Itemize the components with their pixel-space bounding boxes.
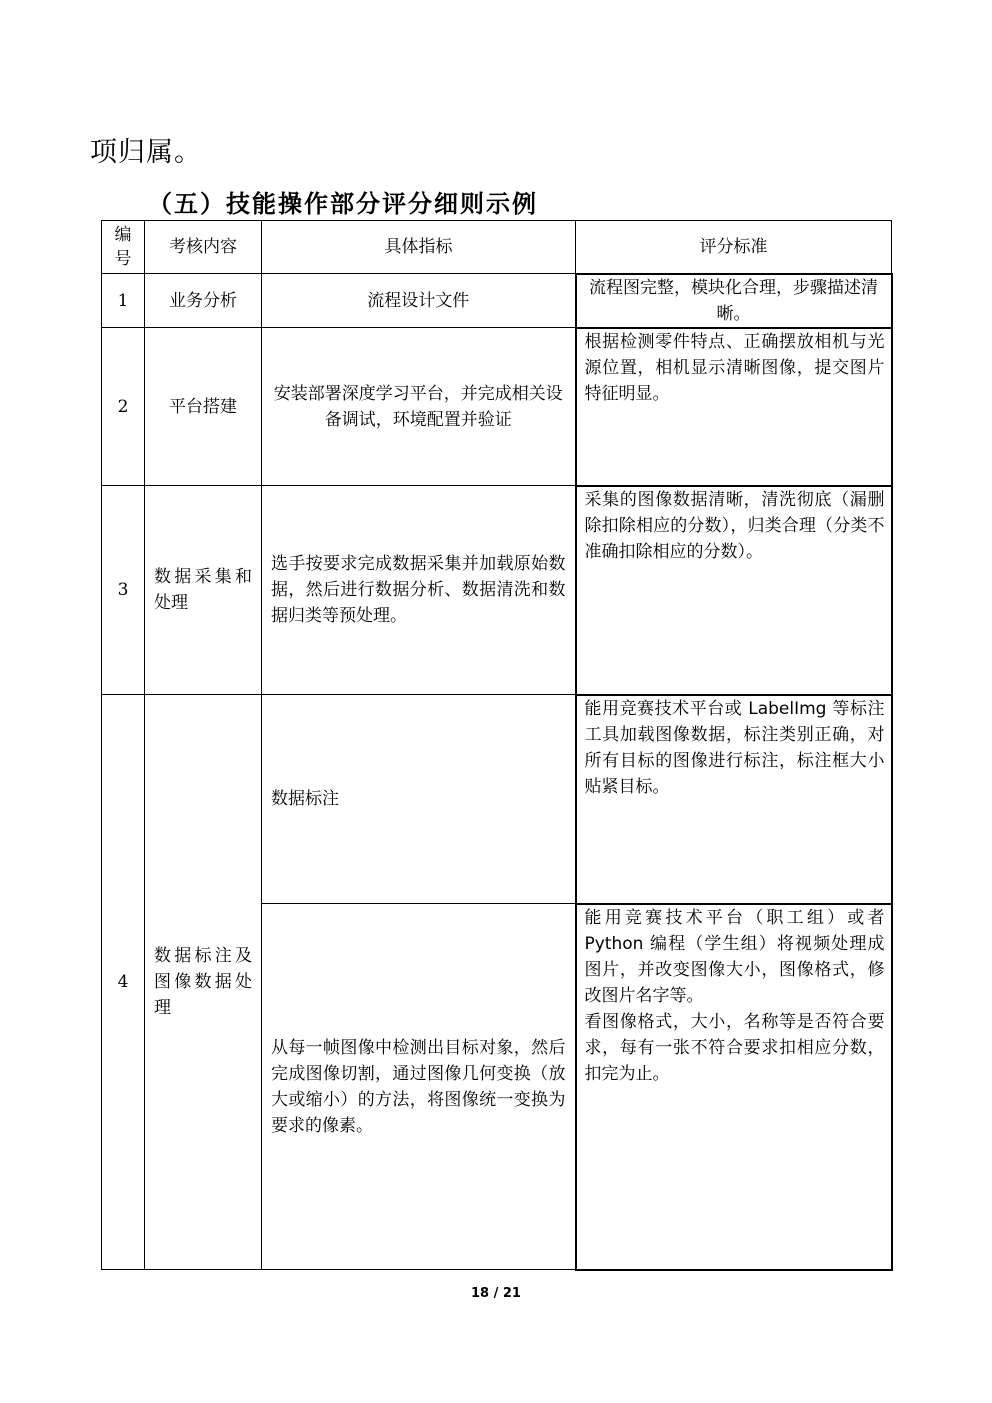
table-row bbox=[102, 328, 892, 486]
table-row bbox=[102, 274, 892, 328]
header-content: 考核内容 bbox=[145, 221, 262, 274]
row-standard: 根据检测零件特点、正确摆放相机与光源位置，相机显示清晰图像，提交图片特征明显。 bbox=[576, 328, 892, 486]
row-number: 4 bbox=[102, 695, 145, 1270]
table-row bbox=[102, 695, 892, 904]
row-content: 数据采集和处理 bbox=[145, 486, 262, 695]
row-standard: 采集的图像数据清晰，清洗彻底（漏删除扣除相应的分数），归类合理（分类不准确扣除相应的分数）。 bbox=[576, 486, 892, 695]
table-header-row bbox=[102, 221, 892, 274]
row-standard: 流程图完整，模块化合理，步骤描述清晰。 bbox=[576, 274, 892, 328]
row-indicator: 从每一帧图像中检测出目标对象，然后完成图像切割，通过图像几何变换（放大或缩小）的方法，将图像统一变换为要求的像素。 bbox=[262, 904, 576, 1270]
row-standard: 能用竞赛技术平台或 LabelImg 等标注工具加载图像数据，标注类别正确，对所有目标的图像进行标注，标注框大小贴紧目标。 bbox=[576, 695, 892, 904]
row-indicator: 流程设计文件 bbox=[262, 274, 576, 328]
section-heading: （五）技能操作部分评分细则示例 bbox=[148, 190, 538, 218]
scoring-table bbox=[101, 220, 893, 1271]
row-standard-extra: 看图像格式，大小，名称等是否符合要求，每有一张不符合要求扣相应分数，扣完为止。 bbox=[584, 1011, 885, 1084]
row-content: 数据标注及图像数据处理 bbox=[145, 695, 262, 1270]
row-indicator: 数据标注 bbox=[262, 695, 576, 904]
row-number: 3 bbox=[102, 486, 145, 695]
header-number: 编号 bbox=[102, 221, 145, 274]
table-row bbox=[102, 486, 892, 695]
row-number: 2 bbox=[102, 328, 145, 486]
row-number: 1 bbox=[102, 274, 145, 328]
row-content: 平台搭建 bbox=[145, 328, 262, 486]
header-standard: 评分标准 bbox=[576, 221, 892, 274]
row-standard-main: 能用竞赛技术平台（职工组）或者 Python 编程（学生组）将视频处理成图片，并改变图像大小，图像格式，修改图片名字等。 bbox=[584, 907, 885, 1006]
row-standard bbox=[576, 904, 892, 1270]
header-indicator: 具体指标 bbox=[262, 221, 576, 274]
row-indicator: 选手按要求完成数据采集并加载原始数据，然后进行数据分析、数据清洗和数据归类等预处理。 bbox=[262, 486, 576, 695]
intro-text: 项归属。 bbox=[90, 137, 202, 168]
row-content: 业务分析 bbox=[145, 274, 262, 328]
page-number: 18 / 21 bbox=[471, 1286, 521, 1301]
row-indicator: 安装部署深度学习平台，并完成相关设备调试，环境配置并验证 bbox=[262, 328, 576, 486]
